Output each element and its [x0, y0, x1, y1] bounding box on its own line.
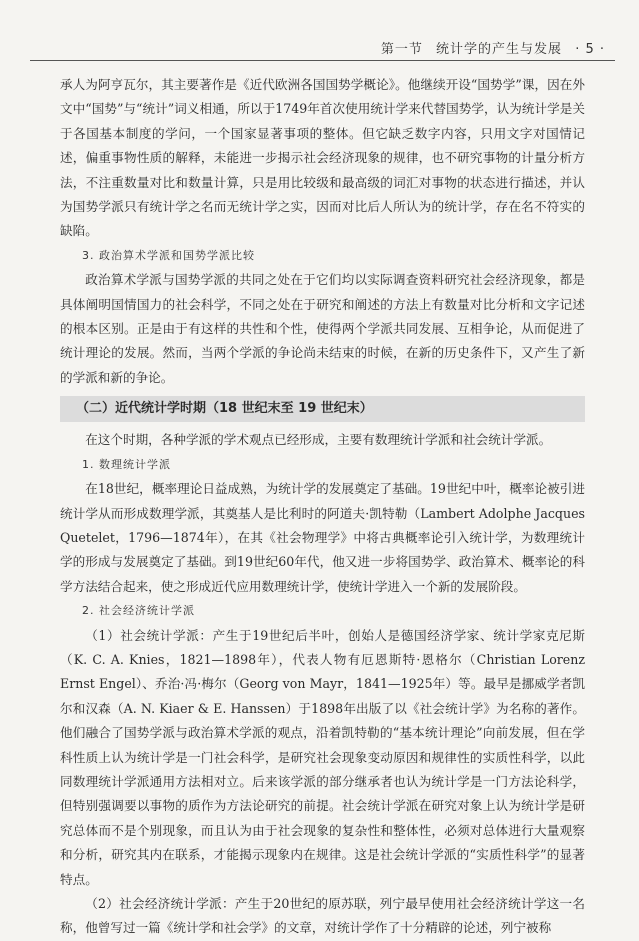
section-heading: （二）近代统计学时期（18 世纪末至 19 世纪末） — [60, 396, 585, 422]
subheading-comparison: 3. 政治算术学派和国势学派比较 — [82, 248, 255, 262]
paragraph-social-econ-stats: （2）社会经济统计学派：产生于20世纪的原苏联，列宁最早使用社会经济统计学这一名称，他曾写过一篇《统计学和社会学》的文章，对统计学作了十分精辟的论述，列宁被称 — [60, 896, 585, 936]
subheading-social-econ: 2. 社会经济统计学派 — [82, 604, 195, 618]
header-divider — [30, 60, 615, 61]
section-label: 第一节 — [380, 42, 423, 57]
paragraph-comparison: 政治算术学派与国势学派的共同之处在于它们均以实际调查资料研究社会经济现象，都是具体阐明国情国力的社会科学，不同之处在于研究和阐述的方法上有数量对比分析和文字记述的根本区别。正是由于有这样的共性和个性，使得两个学派共同发展、互相争论，从而促进了统计理论的发展。然而，当两个学派的争论尚未结束的时候，在新的历史条件下，又产生了新的学派和新的争论。 — [60, 272, 585, 385]
page-number: · 5 · — [575, 42, 605, 57]
paragraph-intro: 在这个时期，各种学派的学术观点已经形成，主要有数理统计学派和社会统计学派。 — [85, 432, 552, 448]
paragraph-math-stats: 在18世纪，概率理论日益成熟，为统计学的发展奠定了基础。19世纪中叶，概率论被引进统计学从而形成数理学派，其奠基人是比利时的阿道夫·凯特勒（Lambert Adolphe Jacques Quetelet，1796—1874年），在其《社会物理学》中将古典概率论引入统计学，为数理统计学的形成与发展奠定了基础。到19世纪60年代，他又进一步将国势学、政治算术、概率论的科学方法结合起来，使之形成近代应用数理统计学，使统计学进入一个新的发展阶段。 — [60, 481, 585, 594]
running-head — [373, 38, 605, 57]
paragraph-continuation: 承人为阿亨瓦尔，其主要著作是《近代欧洲各国国势学概论》。他继续开设“国势学”课，因在外文中“国势”与“统计”词义相通，所以于1749年首次使用统计学来代替国势学，认为统计学是关于各国基本制度的学问，一个国家显著事项的整体。但它缺乏数字内容，只用文字对国情记述，偏重事物性质的解释，未能进一步揭示社会经济现象的规律，也不研究事物的计量分析方法，不注重数量对比和数量计算，只是用比较级和最高级的词汇对事物的状态进行描述，并认为国势学派只有统计学之名而无统计学之实，因而对比后人所认为的统计学，存在名不符实的缺陷。 — [60, 77, 585, 239]
page-header — [0, 30, 639, 66]
chapter-title: 统计学的产生与发展 — [436, 42, 563, 57]
page-body — [60, 73, 585, 941]
subheading-math-stats: 1. 数理统计学派 — [82, 457, 171, 471]
paragraph-social-stats: （1）社会统计学派：产生于19世纪后半叶，创始人是德国经济学家、统计学家克尼斯（K. C. A. Knies，1821—1898年），代表人物有厄恩斯特·恩格尔（Christian Lorenz Ernst Engel）、乔治·冯·梅尔（Georg von Mayr，1841—1925年）等。最早是挪威学者凯尔和汉森（A. N. Kiaer & E. Hanssen）于1898年出版了以《社会统计学》为名称的著作。他们融合了国势学派与政治算术学派的观点，沿着凯特勒的“基本统计理论”向前发展，但在学科性质上认为统计学是一门社会科学，是研究社会现象变动原因和规律性的实质性科学，以此同数理统计学派通用方法相对立。后来该学派的部分继承者也认为统计学是一门方法论科学，但特别强调要以事物的质作为方法论研究的前提。社会统计学派在研究对象上认为统计学是研究总体而不是个别现象，而且认为由于社会现象的复杂性和整体性，必须对总体进行大量观察和分析，研究其内在联系，才能揭示现象内在规律。这是社会统计学派的“实质性科学”的显著特点。 — [60, 627, 585, 887]
